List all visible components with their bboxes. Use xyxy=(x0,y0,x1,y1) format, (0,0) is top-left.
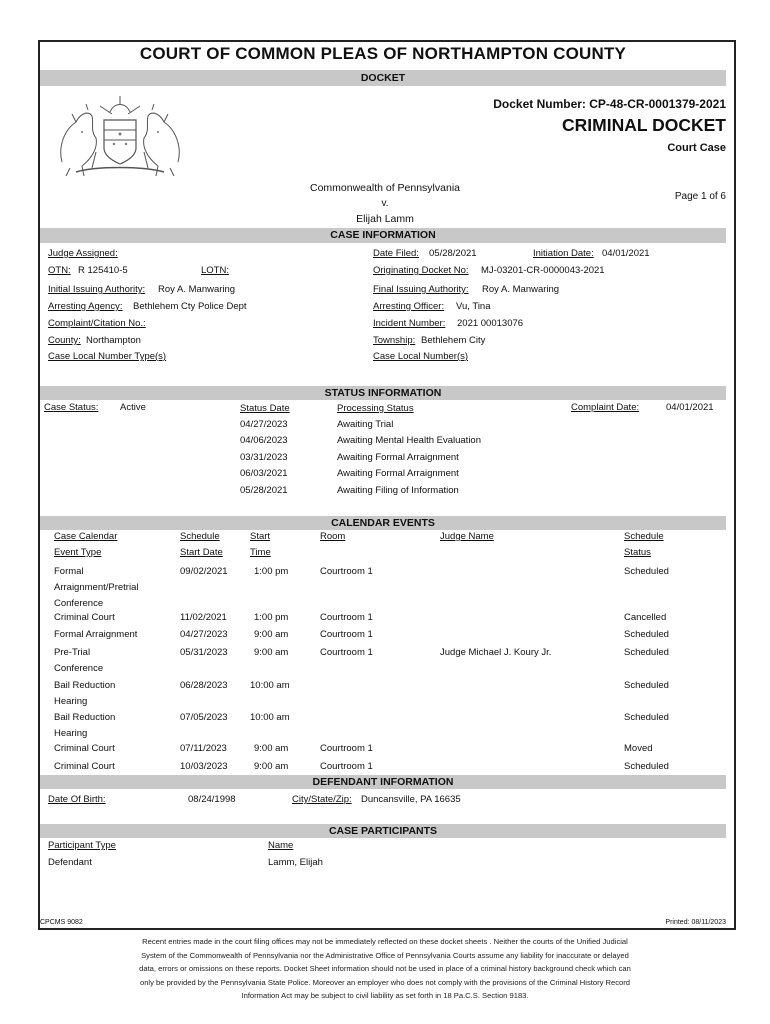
calendar-room: Courtroom 1 xyxy=(320,566,373,577)
calendar-judge: Judge Michael J. Koury Jr. xyxy=(440,647,552,658)
judge-assigned-label: Judge Assigned: xyxy=(48,248,118,259)
calendar-header-start-date: Schedule xyxy=(180,531,220,542)
case-status-label: Case Status: xyxy=(44,402,99,413)
initial-authority-value: Roy A. Manwaring xyxy=(158,284,236,295)
printed-date: Printed: 08/11/2023 xyxy=(665,919,726,926)
status-row-status: Awaiting Formal Arraignment xyxy=(337,452,459,463)
calendar-start-date: 06/28/2023 xyxy=(180,680,228,691)
dob-value: 08/24/1998 xyxy=(188,794,236,805)
calendar-start-time: 10:00 am xyxy=(250,712,290,723)
calendar-event-type: Formal Arraignment/Pretrial Conference xyxy=(54,566,139,609)
participant-type-header: Participant Type xyxy=(48,840,116,851)
township-label: Township: xyxy=(373,335,416,346)
calendar-room: Courtroom 1 xyxy=(320,743,373,754)
pennsylvania-seal-icon xyxy=(52,92,188,178)
calendar-start-time: 9:00 am xyxy=(254,743,289,754)
otn-value: R 125410-5 xyxy=(78,265,128,276)
calendar-status: Scheduled xyxy=(624,629,669,640)
status-row-date: 05/28/2021 xyxy=(240,485,288,496)
calendar-start-time: 1:00 pm xyxy=(254,566,289,577)
calendar-status: Scheduled xyxy=(624,647,669,658)
status-row-date: 04/06/2023 xyxy=(240,435,288,446)
caption-defendant: Elijah Lamm xyxy=(356,213,414,225)
calendar-start-date: 07/11/2023 xyxy=(180,743,227,754)
incident-number-label: Incident Number: xyxy=(373,318,446,329)
participant-name: Lamm, Elijah xyxy=(268,857,323,868)
docket-bar: DOCKET xyxy=(40,70,726,86)
city-state-zip-value: Duncansville, PA 16635 xyxy=(361,794,461,805)
calendar-header-event-type: Event Type xyxy=(54,547,102,558)
calendar-event-type: Bail Reduction Hearing xyxy=(54,680,116,707)
calendar-room: Courtroom 1 xyxy=(320,612,373,623)
page-info: Page 1 of 6 xyxy=(674,191,726,202)
calendar-start-time: 9:00 am xyxy=(254,761,289,772)
disclaimer-line: Recent entries made in the court filing offices may not be immediately reflected on these docket sheets . Neither the courts of the Unified Judicial xyxy=(142,937,628,946)
calendar-events-bar: CALENDAR EVENTS xyxy=(40,516,726,530)
calendar-start-time: 9:00 am xyxy=(254,647,289,658)
form-id: CPCMS 9082 xyxy=(40,919,83,926)
date-filed-label: Date Filed: xyxy=(373,248,419,259)
calendar-header-start-time: Start xyxy=(250,531,271,542)
city-state-zip-label: City/State/Zip: xyxy=(292,794,352,805)
status-date-header: Status Date xyxy=(240,403,290,414)
complaint-date-value: 04/01/2021 xyxy=(666,402,714,413)
case-participants-bar: CASE PARTICIPANTS xyxy=(40,824,726,838)
calendar-event-type: Bail Reduction Hearing xyxy=(54,712,116,739)
county-label: County: xyxy=(48,335,81,346)
initial-authority-label: Initial Issuing Authority: xyxy=(48,284,146,295)
complaint-citation-label: Complaint/Citation No.: xyxy=(48,318,146,329)
disclaimer-line: data, errors or omissions on these reports. Docket Sheet information should not be used in place of a criminal history background check which can xyxy=(139,964,631,973)
docket-number: Docket Number: CP-48-CR-0001379-2021 xyxy=(493,97,726,111)
calendar-start-date: 09/02/2021 xyxy=(180,566,228,577)
final-authority-label: Final Issuing Authority: xyxy=(373,284,469,295)
court-case-label: Court Case xyxy=(667,142,726,154)
disclaimer-line: Information Act may be subject to civil liability as set forth in 18 Pa.C.S. Section 9183. xyxy=(241,991,529,1000)
caption-versus: v. xyxy=(381,198,389,209)
disclaimer-line: only be provided by the Pennsylvania State Police. Moreover an employer who does not comply with the provisions of the Criminal History Record xyxy=(139,977,631,987)
calendar-header-status: Status xyxy=(624,547,651,558)
court-title: COURT OF COMMON PLEAS OF NORTHAMPTON COUNTY xyxy=(139,44,627,63)
disclaimer xyxy=(70,935,700,1003)
originating-docket-value: MJ-03201-CR-0000043-2021 xyxy=(481,265,605,276)
incident-number-value: 2021 00013076 xyxy=(457,318,524,329)
calendar-header-room: Room xyxy=(320,531,346,542)
calendar-header-status: Schedule xyxy=(624,531,664,542)
calendar-start-date: 04/27/2023 xyxy=(180,629,228,640)
status-row-date: 04/27/2023 xyxy=(240,419,288,430)
initiation-date-label: Initiation Date: xyxy=(533,248,594,259)
lotn-label: LOTN: xyxy=(201,265,229,276)
caption-plaintiff: Commonwealth of Pennsylvania xyxy=(310,182,460,194)
processing-status-header: Processing Status xyxy=(337,403,414,414)
status-row-date: 06/03/2021 xyxy=(240,468,288,479)
case-info-bar: CASE INFORMATION xyxy=(40,228,726,243)
calendar-event-type: Criminal Court xyxy=(54,612,115,623)
calendar-event-type: Pre-Trial Conference xyxy=(54,647,104,674)
date-filed-value: 05/28/2021 xyxy=(429,248,477,259)
status-info-bar: STATUS INFORMATION xyxy=(40,386,726,400)
arresting-agency-value: Bethlehem Cty Police Dept xyxy=(133,301,247,312)
otn-label: OTN: xyxy=(48,265,71,276)
calendar-event-type: Criminal Court xyxy=(54,761,115,772)
status-row-status: Awaiting Filing of Information xyxy=(337,485,459,496)
status-row-status: Awaiting Mental Health Evaluation xyxy=(337,435,481,446)
calendar-event-type: Criminal Court xyxy=(54,743,115,754)
docket-type: CRIMINAL DOCKET xyxy=(562,115,726,135)
calendar-header-judge: Judge Name xyxy=(440,531,494,542)
calendar-start-date: 05/31/2023 xyxy=(180,647,228,658)
calendar-status: Scheduled xyxy=(624,761,669,772)
disclaimer-line: System of the Commonwealth of Pennsylvania nor the Administrative Office of Pennsylvania Courts assume any liability for inaccurate or delayed xyxy=(141,950,629,960)
calendar-start-time: 9:00 am xyxy=(254,629,289,640)
county-value: Northampton xyxy=(86,335,141,346)
final-authority-value: Roy A. Manwaring xyxy=(482,284,560,295)
dob-label: Date Of Birth: xyxy=(48,794,106,805)
calendar-room: Courtroom 1 xyxy=(320,629,373,640)
participant-name-header: Name xyxy=(268,840,294,851)
arresting-officer-label: Arresting Officer: xyxy=(373,301,445,312)
calendar-status: Moved xyxy=(624,743,653,754)
arresting-agency-label: Arresting Agency: xyxy=(48,301,123,312)
originating-docket-label: Originating Docket No: xyxy=(373,265,469,276)
participant-type: Defendant xyxy=(48,857,92,868)
calendar-start-date: 11/02/2021 xyxy=(180,612,227,623)
case-status-value: Active xyxy=(120,402,146,413)
status-row-status: Awaiting Formal Arraignment xyxy=(337,468,459,479)
calendar-status: Cancelled xyxy=(624,612,667,623)
calendar-start-date: 07/05/2023 xyxy=(180,712,228,723)
calendar-start-time: 10:00 am xyxy=(250,680,290,691)
calendar-header-start-date: Start Date xyxy=(180,547,223,558)
defendant-info-bar: DEFENDANT INFORMATION xyxy=(40,775,726,789)
calendar-status: Scheduled xyxy=(624,712,669,723)
calendar-header-start-time: Time xyxy=(250,547,271,558)
calendar-event-type: Formal Arraignment xyxy=(54,629,138,640)
calendar-room: Courtroom 1 xyxy=(320,761,373,772)
calendar-start-date: 10/03/2023 xyxy=(180,761,228,772)
calendar-status: Scheduled xyxy=(624,680,669,691)
calendar-header-event-type: Case Calendar xyxy=(54,531,118,542)
status-row-date: 03/31/2023 xyxy=(240,452,288,463)
initiation-date-value: 04/01/2021 xyxy=(602,248,650,259)
calendar-status: Scheduled xyxy=(624,566,669,577)
calendar-room: Courtroom 1 xyxy=(320,647,373,658)
complaint-date-label: Complaint Date: xyxy=(571,402,640,413)
case-local-type-label: Case Local Number Type(s) xyxy=(48,351,167,362)
status-row-status: Awaiting Trial xyxy=(337,419,394,430)
calendar-start-time: 1:00 pm xyxy=(254,612,289,623)
arresting-officer-value: Vu, Tina xyxy=(456,301,491,312)
township-value: Bethlehem City xyxy=(421,335,486,346)
case-local-number-label: Case Local Number(s) xyxy=(373,351,469,362)
